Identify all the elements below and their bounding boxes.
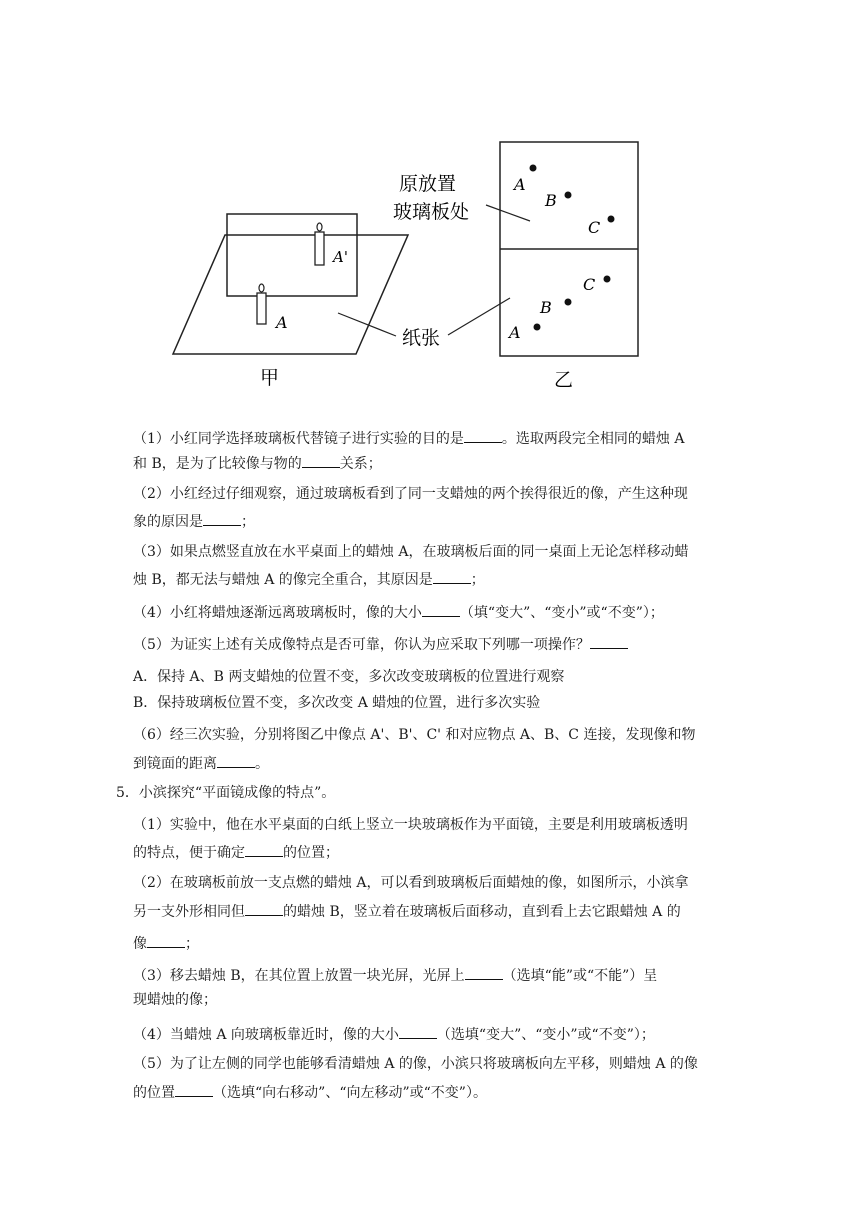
answer-blank — [399, 1024, 437, 1039]
answer-blank — [175, 1082, 213, 1097]
text-segment: 5．小滨探究“平面镜成像的特点”。 — [116, 785, 336, 801]
text-line-l3 — [133, 485, 688, 503]
text-segment: 烛 B，都无法与蜡烛 A 的像完全重合，其原因是 — [133, 572, 433, 588]
text-segment: （4）小红将蜡烛逐渐远离玻璃板时，像的大小 — [133, 605, 422, 621]
text-line-l13 — [116, 784, 335, 802]
text-line-l6 — [133, 569, 485, 589]
text-segment: （2）小红经过仔细观察，通过玻璃板看到了同一支蜡烛的两个挨得很近的像，产生这种现 — [133, 486, 688, 502]
text-segment: 的特点，便于确定 — [133, 845, 245, 861]
text-line-l7 — [133, 602, 664, 622]
text-line-l15 — [133, 842, 339, 862]
dot-c-top-label: C — [588, 218, 601, 237]
answer-blank — [217, 753, 255, 768]
answer-blank — [590, 634, 628, 649]
text-segment: 的位置 — [133, 1085, 175, 1101]
text-segment: （4）当蜡烛 A 向玻璃板靠近时，像的大小 — [133, 1027, 399, 1043]
answer-blank — [245, 842, 283, 857]
dot-c-bottom — [604, 276, 611, 283]
caption-jia: 甲 — [260, 367, 280, 389]
text-segment: ； — [470, 572, 485, 588]
dot-b-bottom — [565, 299, 572, 306]
text-line-l8 — [133, 634, 628, 654]
text-segment: 像 — [133, 936, 147, 952]
answer-blank — [464, 428, 502, 443]
text-segment: A．保持 A、B 两支蜡烛的位置不变，多次改变玻璃板的位置进行观察 — [133, 669, 565, 685]
answer-blank — [147, 933, 185, 948]
dot-b-bottom-label: B — [540, 298, 552, 317]
dot-b-top — [565, 192, 572, 199]
text-line-l18 — [133, 933, 199, 953]
experiment-figure — [170, 130, 660, 400]
text-line-l1 — [133, 428, 684, 448]
text-segment: 和 B，是为了比较像与物的 — [133, 456, 302, 472]
text-line-l12 — [133, 753, 269, 773]
paper-sheet — [173, 235, 408, 354]
answer-blank — [422, 602, 460, 617]
dot-a-bottom-label: A — [509, 323, 521, 342]
text-segment: 。选取两段完全相同的蜡烛 A — [501, 431, 685, 447]
text-line-l10 — [133, 694, 540, 712]
text-segment: （5）为证实上述有关成像特点是否可靠，你认为应采取下列哪一项操作？ — [133, 637, 590, 653]
text-line-l23 — [133, 1082, 487, 1102]
label-orig-pos-2: 玻璃板处 — [393, 201, 470, 223]
dot-c-bottom-label: C — [583, 275, 596, 294]
text-segment: 。 — [255, 756, 269, 772]
text-segment: （选填“向右移动”、“向左移动”或“不变”）。 — [213, 1085, 487, 1101]
text-segment: （2）在玻璃板前放一支点燃的蜡烛 A，可以看到玻璃板后面蜡烛的像，如图所示，小滨拿 — [133, 875, 689, 891]
label-a-image: A' — [333, 248, 348, 266]
dot-b-top-label: B — [545, 191, 557, 210]
candle-a — [257, 293, 266, 324]
text-segment: （填“变大”、“变小”或“不变”）； — [459, 605, 664, 621]
text-line-l16 — [133, 874, 688, 892]
text-segment: （1）小红同学选择玻璃板代替镜子进行实验的目的是 — [133, 431, 464, 447]
text-segment: 的位置； — [283, 845, 339, 861]
text-line-l20 — [133, 991, 217, 1009]
text-segment: 现蜡烛的像； — [133, 992, 217, 1008]
text-segment: B．保持玻璃板位置不变，多次改变 A 蜡烛的位置，进行多次实验 — [133, 695, 541, 711]
answer-blank — [203, 511, 241, 526]
text-segment: 到镜面的距离 — [133, 756, 217, 772]
text-line-l2 — [133, 453, 382, 473]
dot-a-bottom — [534, 324, 541, 331]
answer-blank — [302, 453, 340, 468]
text-line-l11 — [133, 726, 695, 744]
answer-blank — [465, 965, 503, 980]
text-segment: （选填“变大”、“变小”或“不变”）； — [436, 1027, 655, 1043]
dot-c-top — [608, 216, 615, 223]
text-segment: （选填“能”或“不能”）呈 — [502, 968, 658, 984]
text-line-l22 — [133, 1055, 698, 1073]
text-line-l14 — [133, 816, 688, 834]
label-orig-pos-1: 原放置 — [399, 173, 457, 195]
text-line-l19 — [133, 965, 657, 985]
text-segment: （3）移去蜡烛 B，在其位置上放置一块光屏，光屏上 — [133, 968, 465, 984]
text-segment: （1）实验中，他在水平桌面的白纸上竖立一块玻璃板作为平面镜，主要是利用玻璃板透明 — [133, 817, 688, 833]
dot-a-top — [530, 165, 537, 172]
text-line-l9 — [133, 668, 564, 686]
answer-blank — [433, 569, 471, 584]
candle-a-image — [315, 232, 324, 265]
answer-blank — [245, 901, 283, 916]
text-segment: ； — [185, 936, 199, 952]
text-segment: 的蜡烛 B，竖立着在玻璃板后面移动，直到看上去它跟蜡烛 A 的 — [283, 904, 681, 920]
text-segment: 另一支外形相同但 — [133, 904, 245, 920]
text-segment: （3）如果点燃竖直放在水平桌面上的蜡烛 A，在玻璃板后面的同一桌面上无论怎样移动蜡 — [133, 544, 689, 560]
text-segment: （6）经三次实验，分别将图乙中像点 A'、B'、C' 和对应物点 A、B、C 连接，发现像和物 — [133, 727, 696, 743]
label-paper: 纸张 — [402, 327, 441, 349]
text-line-l5 — [133, 543, 688, 561]
text-segment: ； — [241, 514, 255, 530]
text-segment: 关系； — [339, 456, 382, 472]
caption-yi: 乙 — [554, 369, 574, 391]
text-line-l21 — [133, 1024, 655, 1044]
text-segment: 象的原因是 — [133, 514, 203, 530]
dot-a-top-label: A — [514, 175, 526, 194]
text-segment: （5）为了让左侧的同学也能够看清蜡烛 A 的像，小滨只将玻璃板向左平移，则蜡烛 A 的像 — [133, 1056, 698, 1072]
text-line-l17 — [133, 901, 681, 921]
text-line-l4 — [133, 511, 255, 531]
label-a: A — [276, 313, 288, 332]
